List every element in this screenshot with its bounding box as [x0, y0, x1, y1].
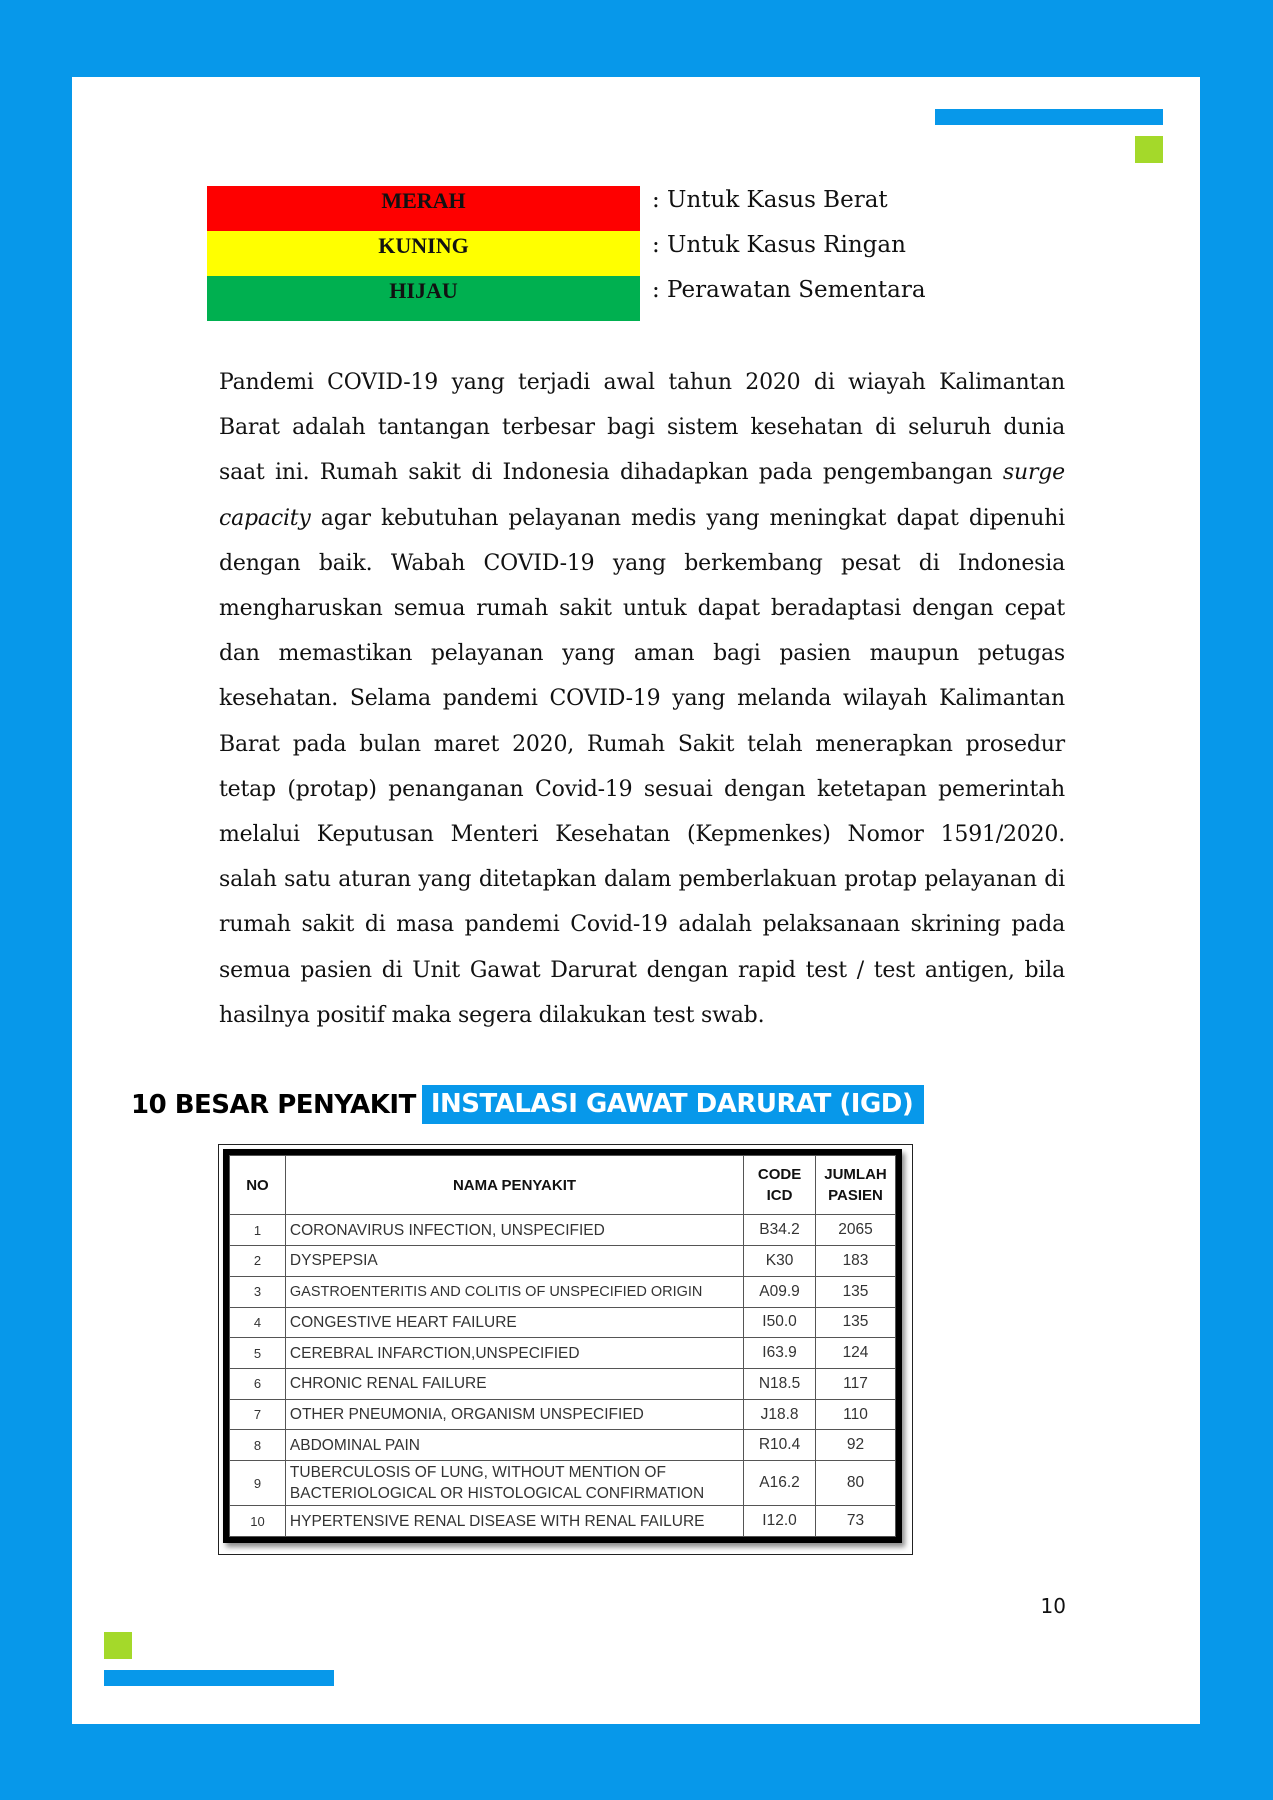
- row-patient-count: 92: [816, 1430, 896, 1461]
- row-icd-code: I50.0: [744, 1307, 816, 1338]
- row-disease-name: CORONAVIRUS INFECTION, UNSPECIFIED: [285, 1215, 743, 1246]
- row-disease-name: GASTROENTERITIS AND COLITIS OF UNSPECIFIED ORIGIN: [285, 1276, 743, 1307]
- disease-table-frame: [218, 1144, 913, 1555]
- table-row: [230, 1307, 896, 1338]
- decorative-square-top: [1135, 136, 1163, 163]
- disease-table-border: [223, 1149, 902, 1543]
- header-no: NO: [230, 1156, 286, 1215]
- decorative-square-bottom: [104, 1632, 132, 1659]
- paragraph-part-2: agar kebutuhan pelayanan medis yang meningkat dapat dipenuhi dengan baik. Wabah COVID-19 yang berkembang pesat di Indonesia mengharuskan semua rumah sakit untuk dapat beradaptasi dengan cepat dan memastikan pelayanan yang aman bagi pasien maupun petugas kesehatan. Selama pandemi COVID-19 yang melanda wilayah Kalimantan Barat pada bulan maret 2020, Rumah Sakit telah menerapkan prosedur tetap (protap) penanganan Covid-19 sesuai dengan ketetapan pemerintah melalui Keputusan Menteri Kesehatan (Kepmenkes) Nomor 1591/2020. salah satu aturan yang ditetapkan dalam pemberlakuan protap pelayanan di rumah sakit di masa pandemi Covid-19 adalah pelaksanaan skrining pada semua pasien di Unit Gawat Darurat dengan rapid test / test antigen, bila hasilnya positif maka segera dilakukan test swab.: [219, 505, 1065, 1028]
- row-patient-count: 124: [816, 1338, 896, 1369]
- row-disease-name: CEREBRAL INFARCTION,UNSPECIFIED: [285, 1338, 743, 1369]
- header-count-line-2: PASIEN: [828, 1187, 883, 1205]
- table-row: [230, 1246, 896, 1277]
- table-row: [230, 1461, 896, 1506]
- row-no: 3: [230, 1276, 286, 1307]
- decorative-bar-top: [935, 109, 1163, 125]
- triage-color-legend: [207, 186, 926, 321]
- legend-row-red: [207, 186, 926, 231]
- row-patient-count: 73: [816, 1506, 896, 1537]
- table-header-row: [230, 1156, 896, 1215]
- body-paragraph: [219, 360, 1065, 1038]
- table-row: [230, 1368, 896, 1399]
- row-disease-name: DYSPEPSIA: [285, 1246, 743, 1277]
- row-patient-count: 110: [816, 1399, 896, 1430]
- row-icd-code: I12.0: [744, 1506, 816, 1537]
- row-disease-name: TUBERCULOSIS OF LUNG, WITHOUT MENTION OF BACTERIOLOGICAL OR HISTOLOGICAL CONFIRMATION: [285, 1461, 743, 1506]
- row-no: 6: [230, 1368, 286, 1399]
- row-patient-count: 135: [816, 1307, 896, 1338]
- row-no: 2: [230, 1246, 286, 1277]
- header-code: [744, 1156, 816, 1215]
- row-icd-code: B34.2: [744, 1215, 816, 1246]
- row-patient-count: 183: [816, 1246, 896, 1277]
- table-row: [230, 1215, 896, 1246]
- row-disease-name: ABDOMINAL PAIN: [285, 1430, 743, 1461]
- row-disease-name: CONGESTIVE HEART FAILURE: [285, 1307, 743, 1338]
- legend-desc-red: : Untuk Kasus Berat: [652, 187, 888, 213]
- legend-swatch-yellow: KUNING: [207, 231, 640, 276]
- legend-row-yellow: [207, 231, 926, 276]
- row-icd-code: N18.5: [744, 1368, 816, 1399]
- row-icd-code: J18.8: [744, 1399, 816, 1430]
- header-name: NAMA PENYAKIT: [285, 1156, 743, 1215]
- page-number: 10: [1040, 1594, 1066, 1618]
- header-code-line-2: ICD: [766, 1187, 793, 1205]
- section-title: [131, 1085, 924, 1124]
- row-icd-code: K30: [744, 1246, 816, 1277]
- row-no: 4: [230, 1307, 286, 1338]
- table-row: [230, 1430, 896, 1461]
- row-disease-name: CHRONIC RENAL FAILURE: [285, 1368, 743, 1399]
- legend-swatch-red: MERAH: [207, 186, 640, 231]
- header-code-line-1: CODE: [757, 1166, 802, 1184]
- row-no: 9: [230, 1461, 286, 1506]
- legend-desc-green: : Perawatan Sementara: [652, 277, 926, 303]
- top-10-disease-table: [229, 1155, 896, 1537]
- row-icd-code: R10.4: [744, 1430, 816, 1461]
- legend-row-green: [207, 276, 926, 321]
- table-row: [230, 1276, 896, 1307]
- paragraph-part-1: Pandemi COVID-19 yang terjadi awal tahun 2020 di wiayah Kalimantan Barat adalah tantangan terbesar bagi sistem kesehatan di seluruh dunia saat ini. Rumah sakit di Indonesia dihadapkan pada pengembangan: [219, 370, 1065, 486]
- header-count: [816, 1156, 896, 1215]
- section-title-prefix: 10 BESAR PENYAKIT: [131, 1089, 416, 1120]
- table-row: [230, 1338, 896, 1369]
- row-icd-code: A09.9: [744, 1276, 816, 1307]
- row-no: 5: [230, 1338, 286, 1369]
- row-patient-count: 117: [816, 1368, 896, 1399]
- row-patient-count: 135: [816, 1276, 896, 1307]
- legend-desc-yellow: : Untuk Kasus Ringan: [652, 232, 906, 258]
- row-no: 8: [230, 1430, 286, 1461]
- legend-swatch-green: HIJAU: [207, 276, 640, 321]
- row-icd-code: I63.9: [744, 1338, 816, 1369]
- paragraph-italic-term: surge capacity: [219, 460, 1065, 531]
- table-row: [230, 1506, 896, 1537]
- row-no: 7: [230, 1399, 286, 1430]
- row-no: 1: [230, 1215, 286, 1246]
- section-title-highlight: INSTALASI GAWAT DARURAT (IGD): [422, 1085, 924, 1124]
- row-disease-name: HYPERTENSIVE RENAL DISEASE WITH RENAL FAILURE: [285, 1506, 743, 1537]
- row-icd-code: A16.2: [744, 1461, 816, 1506]
- table-row: [230, 1399, 896, 1430]
- header-count-line-1: JUMLAH: [824, 1166, 887, 1184]
- decorative-bar-bottom: [104, 1670, 334, 1686]
- row-disease-name: OTHER PNEUMONIA, ORGANISM UNSPECIFIED: [285, 1399, 743, 1430]
- row-patient-count: 2065: [816, 1215, 896, 1246]
- row-no: 10: [230, 1506, 286, 1537]
- row-patient-count: 80: [816, 1461, 896, 1506]
